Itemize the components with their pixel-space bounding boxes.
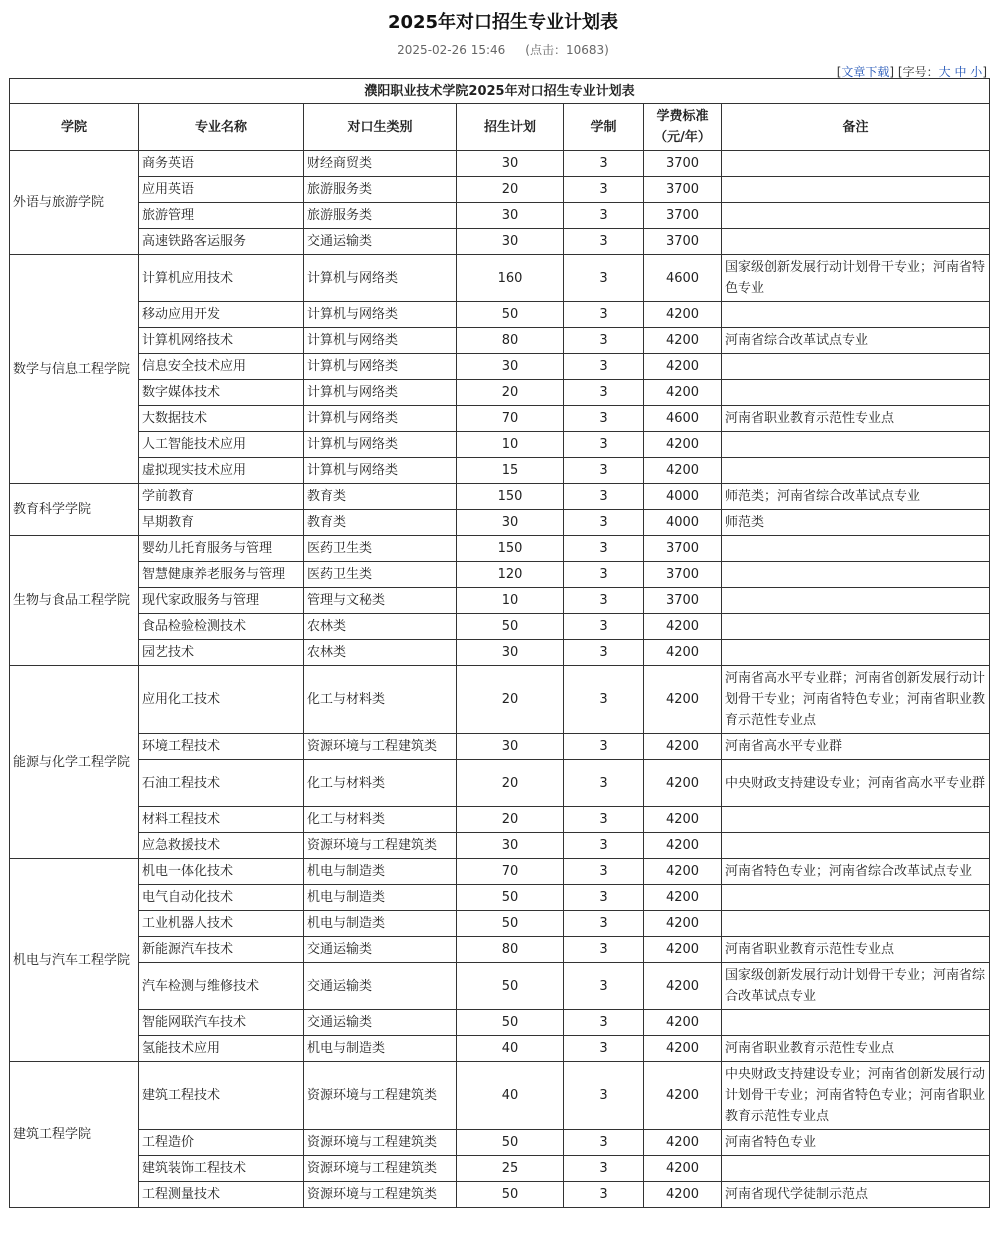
category-cell: 计算机与网络类 <box>304 328 457 354</box>
years-cell: 3 <box>564 833 644 859</box>
category-cell: 计算机与网络类 <box>304 255 457 302</box>
table-row <box>10 1062 990 1130</box>
plan-cell: 50 <box>457 963 564 1010</box>
note-cell <box>722 302 990 328</box>
header-plan: 招生计划 <box>457 104 564 151</box>
note-cell: 中央财政支持建设专业；河南省创新发展行动计划骨干专业；河南省特色专业；河南省职业教育示范性专业点 <box>722 1062 990 1130</box>
table-row <box>10 484 990 510</box>
note-cell <box>722 640 990 666</box>
years-cell: 3 <box>564 1010 644 1036</box>
fee-cell: 4200 <box>644 640 722 666</box>
major-cell: 建筑工程技术 <box>139 1062 304 1130</box>
fee-cell: 4200 <box>644 833 722 859</box>
font-size-medium-link[interactable]: 中 <box>954 65 967 79</box>
major-cell: 人工智能技术应用 <box>139 432 304 458</box>
fee-cell: 3700 <box>644 588 722 614</box>
plan-cell: 50 <box>457 911 564 937</box>
note-cell: 师范类 <box>722 510 990 536</box>
table-caption: 濮阳职业技术学院2025年对口招生专业计划表 <box>10 79 990 104</box>
major-cell: 现代家政服务与管理 <box>139 588 304 614</box>
note-cell: 河南省特色专业；河南省综合改革试点专业 <box>722 859 990 885</box>
note-cell <box>722 380 990 406</box>
fee-cell: 4200 <box>644 380 722 406</box>
category-cell: 资源环境与工程建筑类 <box>304 1062 457 1130</box>
fee-cell: 4200 <box>644 354 722 380</box>
note-cell: 国家级创新发展行动计划骨干专业；河南省特色专业 <box>722 255 990 302</box>
fee-cell: 4200 <box>644 807 722 833</box>
fee-cell: 4600 <box>644 255 722 302</box>
plan-cell: 80 <box>457 937 564 963</box>
major-cell: 电气自动化技术 <box>139 885 304 911</box>
font-size-large-link[interactable]: 大 <box>938 65 951 79</box>
fee-cell: 4200 <box>644 760 722 807</box>
table-row <box>10 510 990 536</box>
category-cell: 财经商贸类 <box>304 151 457 177</box>
header-major: 专业名称 <box>139 104 304 151</box>
category-cell: 资源环境与工程建筑类 <box>304 1156 457 1182</box>
publish-date: 2025-02-26 15:46 <box>397 43 506 57</box>
fee-cell: 4200 <box>644 937 722 963</box>
table-row <box>10 406 990 432</box>
category-cell: 医药卫生类 <box>304 536 457 562</box>
table-row <box>10 963 990 1010</box>
plan-cell: 10 <box>457 588 564 614</box>
category-cell: 交通运输类 <box>304 937 457 963</box>
plan-cell: 150 <box>457 484 564 510</box>
note-cell <box>722 432 990 458</box>
fee-cell: 4200 <box>644 1156 722 1182</box>
font-size-small-link[interactable]: 小 <box>970 65 983 79</box>
table-row <box>10 734 990 760</box>
major-cell: 计算机网络技术 <box>139 328 304 354</box>
header-college: 学院 <box>10 104 139 151</box>
plan-cell: 50 <box>457 302 564 328</box>
category-cell: 计算机与网络类 <box>304 380 457 406</box>
college-cell: 外语与旅游学院 <box>10 151 139 255</box>
header-category: 对口生类别 <box>304 104 457 151</box>
years-cell: 3 <box>564 255 644 302</box>
years-cell: 3 <box>564 536 644 562</box>
table-row <box>10 614 990 640</box>
fee-cell: 3700 <box>644 203 722 229</box>
download-link[interactable]: 文章下载 <box>841 65 890 79</box>
years-cell: 3 <box>564 1130 644 1156</box>
category-cell: 机电与制造类 <box>304 911 457 937</box>
table-row <box>10 1130 990 1156</box>
note-cell <box>722 614 990 640</box>
plan-cell: 30 <box>457 151 564 177</box>
years-cell: 3 <box>564 177 644 203</box>
note-cell <box>722 177 990 203</box>
plan-cell: 70 <box>457 859 564 885</box>
plan-cell: 50 <box>457 1010 564 1036</box>
category-cell: 资源环境与工程建筑类 <box>304 1130 457 1156</box>
fee-cell: 4200 <box>644 1010 722 1036</box>
years-cell: 3 <box>564 1156 644 1182</box>
note-cell: 中央财政支持建设专业；河南省高水平专业群 <box>722 760 990 807</box>
plan-cell: 120 <box>457 562 564 588</box>
table-row <box>10 255 990 302</box>
years-cell: 3 <box>564 734 644 760</box>
note-cell <box>722 229 990 255</box>
major-cell: 旅游管理 <box>139 203 304 229</box>
category-cell: 机电与制造类 <box>304 859 457 885</box>
major-cell: 汽车检测与维修技术 <box>139 963 304 1010</box>
note-cell: 河南省高水平专业群；河南省创新发展行动计划骨干专业；河南省特色专业；河南省职业教育示范性专业点 <box>722 666 990 734</box>
category-cell: 资源环境与工程建筑类 <box>304 833 457 859</box>
category-cell: 机电与制造类 <box>304 885 457 911</box>
plan-cell: 30 <box>457 354 564 380</box>
plan-cell: 150 <box>457 536 564 562</box>
years-cell: 3 <box>564 203 644 229</box>
category-cell: 计算机与网络类 <box>304 432 457 458</box>
note-cell <box>722 354 990 380</box>
years-cell: 3 <box>564 911 644 937</box>
major-cell: 建筑装饰工程技术 <box>139 1156 304 1182</box>
major-cell: 智能网联汽车技术 <box>139 1010 304 1036</box>
years-cell: 3 <box>564 885 644 911</box>
major-cell: 数字媒体技术 <box>139 380 304 406</box>
note-cell <box>722 588 990 614</box>
category-cell: 计算机与网络类 <box>304 458 457 484</box>
years-cell: 3 <box>564 760 644 807</box>
category-cell: 计算机与网络类 <box>304 406 457 432</box>
note-cell: 河南省职业教育示范性专业点 <box>722 406 990 432</box>
note-cell <box>722 536 990 562</box>
plan-cell: 25 <box>457 1156 564 1182</box>
table-row <box>10 432 990 458</box>
years-cell: 3 <box>564 432 644 458</box>
category-cell: 旅游服务类 <box>304 177 457 203</box>
article-meta <box>0 41 1006 58</box>
note-cell: 河南省职业教育示范性专业点 <box>722 1036 990 1062</box>
note-cell: 河南省职业教育示范性专业点 <box>722 937 990 963</box>
fee-cell: 4200 <box>644 328 722 354</box>
click-count: (点击：10683) <box>525 43 609 57</box>
category-cell: 农林类 <box>304 614 457 640</box>
fee-cell: 3700 <box>644 229 722 255</box>
plan-cell: 30 <box>457 510 564 536</box>
header-note: 备注 <box>722 104 990 151</box>
years-cell: 3 <box>564 937 644 963</box>
category-cell: 交通运输类 <box>304 229 457 255</box>
years-cell: 3 <box>564 562 644 588</box>
note-cell <box>722 151 990 177</box>
plan-cell: 30 <box>457 734 564 760</box>
years-cell: 3 <box>564 859 644 885</box>
category-cell: 管理与文秘类 <box>304 588 457 614</box>
plan-cell: 20 <box>457 807 564 833</box>
college-cell: 能源与化学工程学院 <box>10 666 139 859</box>
years-cell: 3 <box>564 1182 644 1208</box>
note-cell: 国家级创新发展行动计划骨干专业；河南省综合改革试点专业 <box>722 963 990 1010</box>
fee-cell: 4200 <box>644 432 722 458</box>
fee-cell: 3700 <box>644 151 722 177</box>
plan-cell: 50 <box>457 1182 564 1208</box>
major-cell: 虚拟现实技术应用 <box>139 458 304 484</box>
major-cell: 大数据技术 <box>139 406 304 432</box>
fee-cell: 4200 <box>644 614 722 640</box>
note-cell: 河南省高水平专业群 <box>722 734 990 760</box>
plan-cell: 30 <box>457 203 564 229</box>
note-cell <box>722 562 990 588</box>
table-row <box>10 588 990 614</box>
category-cell: 交通运输类 <box>304 963 457 1010</box>
bracket-close: ] <box>982 65 987 79</box>
category-cell: 机电与制造类 <box>304 1036 457 1062</box>
enrollment-plan-table <box>9 78 990 1208</box>
fee-cell: 4200 <box>644 885 722 911</box>
college-cell: 生物与食品工程学院 <box>10 536 139 666</box>
fee-cell: 4000 <box>644 484 722 510</box>
years-cell: 3 <box>564 614 644 640</box>
years-cell: 3 <box>564 510 644 536</box>
years-cell: 3 <box>564 484 644 510</box>
plan-cell: 30 <box>457 833 564 859</box>
fee-cell: 4200 <box>644 458 722 484</box>
note-cell <box>722 203 990 229</box>
category-cell: 旅游服务类 <box>304 203 457 229</box>
page-title: 2025年对口招生专业计划表 <box>387 12 619 33</box>
plan-cell: 10 <box>457 432 564 458</box>
category-cell: 化工与材料类 <box>304 666 457 734</box>
note-cell <box>722 1010 990 1036</box>
table-row <box>10 666 990 734</box>
years-cell: 3 <box>564 963 644 1010</box>
table-row <box>10 807 990 833</box>
years-cell: 3 <box>564 229 644 255</box>
category-cell: 化工与材料类 <box>304 760 457 807</box>
years-cell: 3 <box>564 1036 644 1062</box>
note-cell: 河南省现代学徒制示范点 <box>722 1182 990 1208</box>
fee-cell: 3700 <box>644 562 722 588</box>
fee-cell: 4200 <box>644 734 722 760</box>
font-size-label: ] [字号： <box>889 65 939 79</box>
major-cell: 工程造价 <box>139 1130 304 1156</box>
plan-cell: 20 <box>457 666 564 734</box>
years-cell: 3 <box>564 640 644 666</box>
table-row <box>10 1036 990 1062</box>
fee-cell: 4600 <box>644 406 722 432</box>
plan-cell: 40 <box>457 1062 564 1130</box>
table-row <box>10 1156 990 1182</box>
major-cell: 信息安全技术应用 <box>139 354 304 380</box>
bracket-open: [ <box>836 65 842 79</box>
plan-cell: 30 <box>457 640 564 666</box>
major-cell: 食品检验检测技术 <box>139 614 304 640</box>
plan-cell: 50 <box>457 1130 564 1156</box>
table-row <box>10 177 990 203</box>
table-row <box>10 859 990 885</box>
note-cell <box>722 1156 990 1182</box>
table-row <box>10 760 990 807</box>
category-cell: 教育类 <box>304 510 457 536</box>
plan-cell: 50 <box>457 885 564 911</box>
plan-cell: 40 <box>457 1036 564 1062</box>
fee-cell: 4200 <box>644 859 722 885</box>
category-cell: 医药卫生类 <box>304 562 457 588</box>
major-cell: 应用化工技术 <box>139 666 304 734</box>
table-row <box>10 229 990 255</box>
header-years: 学制 <box>564 104 644 151</box>
table-row <box>10 1010 990 1036</box>
years-cell: 3 <box>564 328 644 354</box>
note-cell: 师范类；河南省综合改革试点专业 <box>722 484 990 510</box>
years-cell: 3 <box>564 588 644 614</box>
fee-cell: 4000 <box>644 510 722 536</box>
table-row <box>10 937 990 963</box>
table-row <box>10 640 990 666</box>
major-cell: 商务英语 <box>139 151 304 177</box>
plan-cell: 70 <box>457 406 564 432</box>
college-cell: 建筑工程学院 <box>10 1062 139 1208</box>
plan-cell: 50 <box>457 614 564 640</box>
table-row <box>10 911 990 937</box>
plan-cell: 20 <box>457 380 564 406</box>
table-row <box>10 302 990 328</box>
college-cell: 机电与汽车工程学院 <box>10 859 139 1062</box>
major-cell: 新能源汽车技术 <box>139 937 304 963</box>
major-cell: 材料工程技术 <box>139 807 304 833</box>
major-cell: 智慧健康养老服务与管理 <box>139 562 304 588</box>
table-row <box>10 380 990 406</box>
years-cell: 3 <box>564 807 644 833</box>
table-row <box>10 536 990 562</box>
years-cell: 3 <box>564 406 644 432</box>
major-cell: 计算机应用技术 <box>139 255 304 302</box>
category-cell: 计算机与网络类 <box>304 302 457 328</box>
category-cell: 化工与材料类 <box>304 807 457 833</box>
fee-cell: 4200 <box>644 1062 722 1130</box>
major-cell: 工程测量技术 <box>139 1182 304 1208</box>
fee-cell: 3700 <box>644 536 722 562</box>
major-cell: 园艺技术 <box>139 640 304 666</box>
major-cell: 应急救援技术 <box>139 833 304 859</box>
fee-cell: 4200 <box>644 911 722 937</box>
table-row <box>10 885 990 911</box>
major-cell: 应用英语 <box>139 177 304 203</box>
plan-cell: 20 <box>457 177 564 203</box>
major-cell: 学前教育 <box>139 484 304 510</box>
header-fee: 学费标准 （元/年） <box>644 104 722 151</box>
note-cell <box>722 807 990 833</box>
major-cell: 婴幼儿托育服务与管理 <box>139 536 304 562</box>
major-cell: 环境工程技术 <box>139 734 304 760</box>
fee-cell: 4200 <box>644 963 722 1010</box>
category-cell: 计算机与网络类 <box>304 354 457 380</box>
fee-cell: 4200 <box>644 1130 722 1156</box>
years-cell: 3 <box>564 302 644 328</box>
major-cell: 早期教育 <box>139 510 304 536</box>
years-cell: 3 <box>564 1062 644 1130</box>
major-cell: 工业机器人技术 <box>139 911 304 937</box>
category-cell: 农林类 <box>304 640 457 666</box>
years-cell: 3 <box>564 151 644 177</box>
table-row <box>10 833 990 859</box>
note-cell: 河南省特色专业 <box>722 1130 990 1156</box>
major-cell: 氢能技术应用 <box>139 1036 304 1062</box>
table-row <box>10 203 990 229</box>
category-cell: 交通运输类 <box>304 1010 457 1036</box>
note-cell: 河南省综合改革试点专业 <box>722 328 990 354</box>
category-cell: 资源环境与工程建筑类 <box>304 1182 457 1208</box>
fee-cell: 4200 <box>644 1036 722 1062</box>
major-cell: 石油工程技术 <box>139 760 304 807</box>
table-row <box>10 328 990 354</box>
table-row <box>10 458 990 484</box>
fee-cell: 4200 <box>644 302 722 328</box>
table-row <box>10 1182 990 1208</box>
years-cell: 3 <box>564 380 644 406</box>
note-cell <box>722 458 990 484</box>
college-cell: 数学与信息工程学院 <box>10 255 139 484</box>
table-row <box>10 151 990 177</box>
table-row <box>10 562 990 588</box>
note-cell <box>722 833 990 859</box>
note-cell <box>722 911 990 937</box>
plan-cell: 20 <box>457 760 564 807</box>
plan-cell: 30 <box>457 229 564 255</box>
major-cell: 移动应用开发 <box>139 302 304 328</box>
fee-cell: 4200 <box>644 1182 722 1208</box>
years-cell: 3 <box>564 354 644 380</box>
years-cell: 3 <box>564 458 644 484</box>
major-cell: 机电一体化技术 <box>139 859 304 885</box>
fee-cell: 3700 <box>644 177 722 203</box>
category-cell: 资源环境与工程建筑类 <box>304 734 457 760</box>
table-row <box>10 354 990 380</box>
years-cell: 3 <box>564 666 644 734</box>
plan-cell: 15 <box>457 458 564 484</box>
fee-cell: 4200 <box>644 666 722 734</box>
category-cell: 教育类 <box>304 484 457 510</box>
plan-cell: 160 <box>457 255 564 302</box>
plan-cell: 80 <box>457 328 564 354</box>
note-cell <box>722 885 990 911</box>
major-cell: 高速铁路客运服务 <box>139 229 304 255</box>
college-cell: 教育科学学院 <box>10 484 139 536</box>
